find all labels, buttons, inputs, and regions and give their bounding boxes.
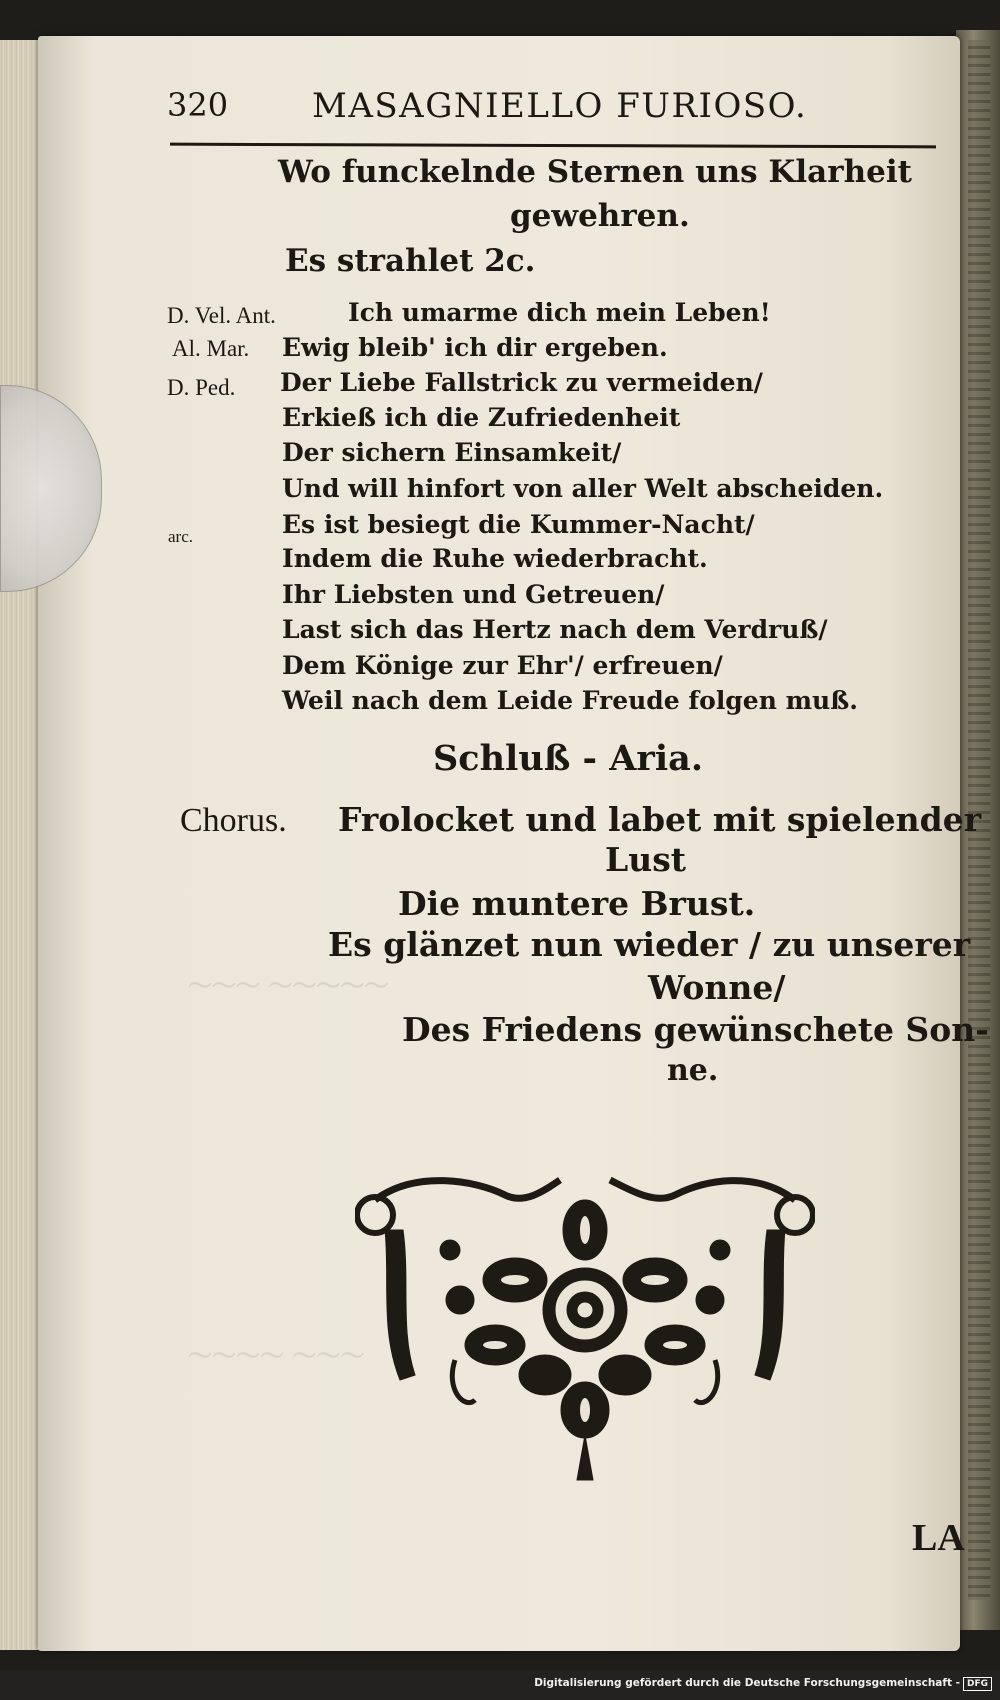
show-through-text: 〜〜〜〜 〜〜〜	[188, 1341, 365, 1370]
verse-line: Wo funckelnde Sternen uns Klarheit	[278, 154, 912, 190]
digitization-credit	[534, 1677, 992, 1691]
speaker-label: D. Vel. Ant.	[167, 303, 276, 328]
dialogue-line: Ewig bleib' ich dir ergeben.	[282, 333, 668, 362]
aria-line: Die muntere Brust.	[398, 884, 756, 923]
catchword: LA	[912, 1517, 965, 1559]
dialogue-line: Dem Könige zur Ehr'/ erfreuen/	[282, 651, 723, 680]
aria-line: Es glänzet nun wieder / zu unserer	[328, 925, 971, 964]
dialogue-line: Ihr Liebsten und Getreuen/	[282, 580, 665, 609]
dfg-logo: DFG	[963, 1677, 992, 1691]
speaker-label: arc.	[168, 527, 194, 546]
aria-line: Lust	[605, 840, 687, 879]
credit-text: Digitalisierung gefördert durch die Deutsche Forschungsgemeinschaft -	[534, 1677, 960, 1689]
page-number: 320	[167, 86, 229, 124]
dialogue-line: Der sichern Einsamkeit/	[282, 438, 622, 467]
dialogue-line: Indem die Ruhe wiederbracht.	[282, 544, 708, 573]
aria-line: Wonne/	[648, 968, 786, 1007]
running-title: MASAGNIELLO FURIOSO.	[312, 86, 808, 126]
dialogue-line: Weil nach dem Leide Freude folgen muß.	[282, 686, 858, 715]
aria-line: Frolocket und labet mit spielender	[338, 800, 982, 839]
dialogue-line: Der Liebe Fallstrick zu vermeiden/	[280, 368, 763, 397]
speaker-label: D. Ped.	[167, 375, 236, 400]
dialogue-line: Und will hinfort von aller Welt abscheiden.	[282, 474, 884, 503]
section-heading: Schluß - Aria.	[433, 738, 704, 779]
floral-vignette-ornament	[355, 1160, 815, 1490]
verse-line: gewehren.	[510, 198, 690, 234]
dialogue-line: Erkieß ich die Zufriedenheit	[282, 403, 681, 432]
speaker-label: Al. Mar.	[172, 336, 250, 361]
aria-line: ne.	[667, 1053, 719, 1088]
show-through-text: 〜〜〜 〜〜〜〜〜	[188, 971, 389, 1000]
dialogue-line: Es ist besiegt die Kummer-Nacht/	[282, 510, 755, 539]
aria-line: Des Friedens gewünschete Son-	[402, 1010, 989, 1049]
speaker-label: Chorus.	[180, 802, 287, 839]
dialogue-line: Last sich das Hertz nach dem Verdruß/	[282, 615, 828, 644]
verse-refrain: Es strahlet 2c.	[285, 243, 536, 279]
dialogue-line: Ich umarme dich mein Leben!	[348, 298, 771, 327]
